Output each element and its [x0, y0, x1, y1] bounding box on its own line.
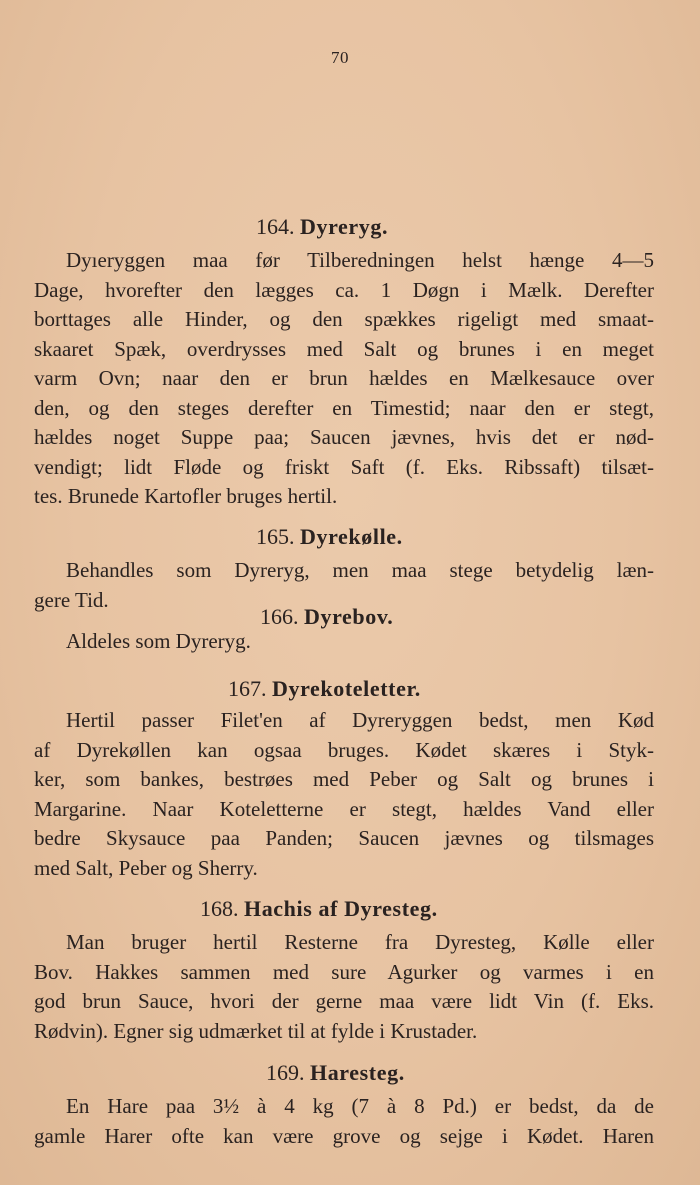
recipe-title: Dyrekølle. [300, 524, 403, 549]
text-line: tes. Brunede Kartofler bruges hertil. [34, 484, 338, 508]
recipe-number: 166. [260, 604, 299, 629]
text-line: gere Tid. [34, 587, 109, 612]
recipe-number: 165. [256, 524, 295, 549]
recipe-text-166 [34, 627, 654, 657]
recipe-title: Dyrebov. [304, 604, 394, 629]
text-line: god brun Sauce, hvori der gerne maa være lidt Vin (f. Eks. [34, 989, 654, 1013]
recipe-heading-169 [266, 1060, 405, 1086]
text-line: Behandles som Dyreryg, men maa stege betydelig læn- [66, 558, 654, 582]
recipe-title: Dyreryg. [300, 214, 389, 239]
recipe-heading-164 [256, 214, 388, 240]
text-line: bedre Skysauce paa Panden; Saucen jævnes og tilsmages [34, 826, 654, 850]
recipe-title: Hachis af Dyresteg. [244, 896, 438, 921]
text-line: Aldeles som Dyreryg. [66, 629, 251, 653]
recipe-number: 169. [266, 1060, 305, 1085]
recipe-text-164 [34, 246, 654, 512]
recipe-heading-165 [256, 524, 403, 550]
text-line: skaaret Spæk, overdrysses med Salt og brunes i en meget [34, 336, 654, 361]
text-line: Margarine. Naar Koteletterne er stegt, hældes Vand eller [34, 796, 654, 821]
text-line: borttages alle Hinder, og den spækkes rigeligt med smaat- [34, 307, 654, 331]
text-line: Dyıeryggen maa før Tilberedningen helst hænge 4—5 [66, 248, 654, 272]
text-line: hældes noget Suppe paa; Saucen jævnes, hvis det er nød- [34, 425, 654, 449]
text-line: Rødvin). Egner sig udmærket til at fylde i Krustader. [34, 1018, 478, 1043]
recipe-title: Haresteg. [310, 1060, 405, 1085]
text-line: Hertil passer Filet'en af Dyreryggen bedst, men Kød [66, 708, 654, 732]
text-line: Dage, hvorefter den lægges ca. 1 Døgn i Mælk. Derefter [34, 277, 654, 302]
text-line: Bov. Hakkes sammen med sure Agurker og varmes i en [34, 959, 654, 984]
recipe-text-167 [34, 706, 654, 883]
page-number: 70 [331, 48, 349, 67]
text-line: Man bruger hertil Resterne fra Dyresteg, Kølle eller [66, 930, 654, 954]
recipe-number: 168. [200, 896, 239, 921]
recipe-number: 164. [256, 214, 295, 239]
recipe-number: 167. [228, 676, 267, 701]
text-line: gamle Harer ofte kan være grove og sejge i Kødet. Haren [34, 1123, 654, 1148]
recipe-text-168 [34, 928, 654, 1046]
recipe-text-169 [34, 1092, 654, 1151]
recipe-heading-168 [200, 896, 438, 922]
text-line: med Salt, Peber og Sherry. [34, 855, 258, 880]
text-line: En Hare paa 3½ à 4 kg (7 à 8 Pd.) er bedst, da de [66, 1094, 654, 1118]
text-line: vendigt; lidt Fløde og friskt Saft (f. Eks. Ribssaft) tilsæt- [34, 454, 654, 479]
text-line: ker, som bankes, bestrøes med Peber og Salt og brunes i [34, 767, 654, 791]
recipe-heading-167 [228, 676, 421, 702]
recipe-title: Dyrekoteletter. [272, 676, 421, 701]
text-line: varm Ovn; naar den er brun hældes en Mælkesauce over [34, 366, 654, 390]
text-line: den, og den steges derefter en Timestid; naar den er stegt, [34, 395, 654, 420]
text-line: af Dyrekøllen kan ogsaa bruges. Kødet skæres i Styk- [34, 737, 654, 762]
